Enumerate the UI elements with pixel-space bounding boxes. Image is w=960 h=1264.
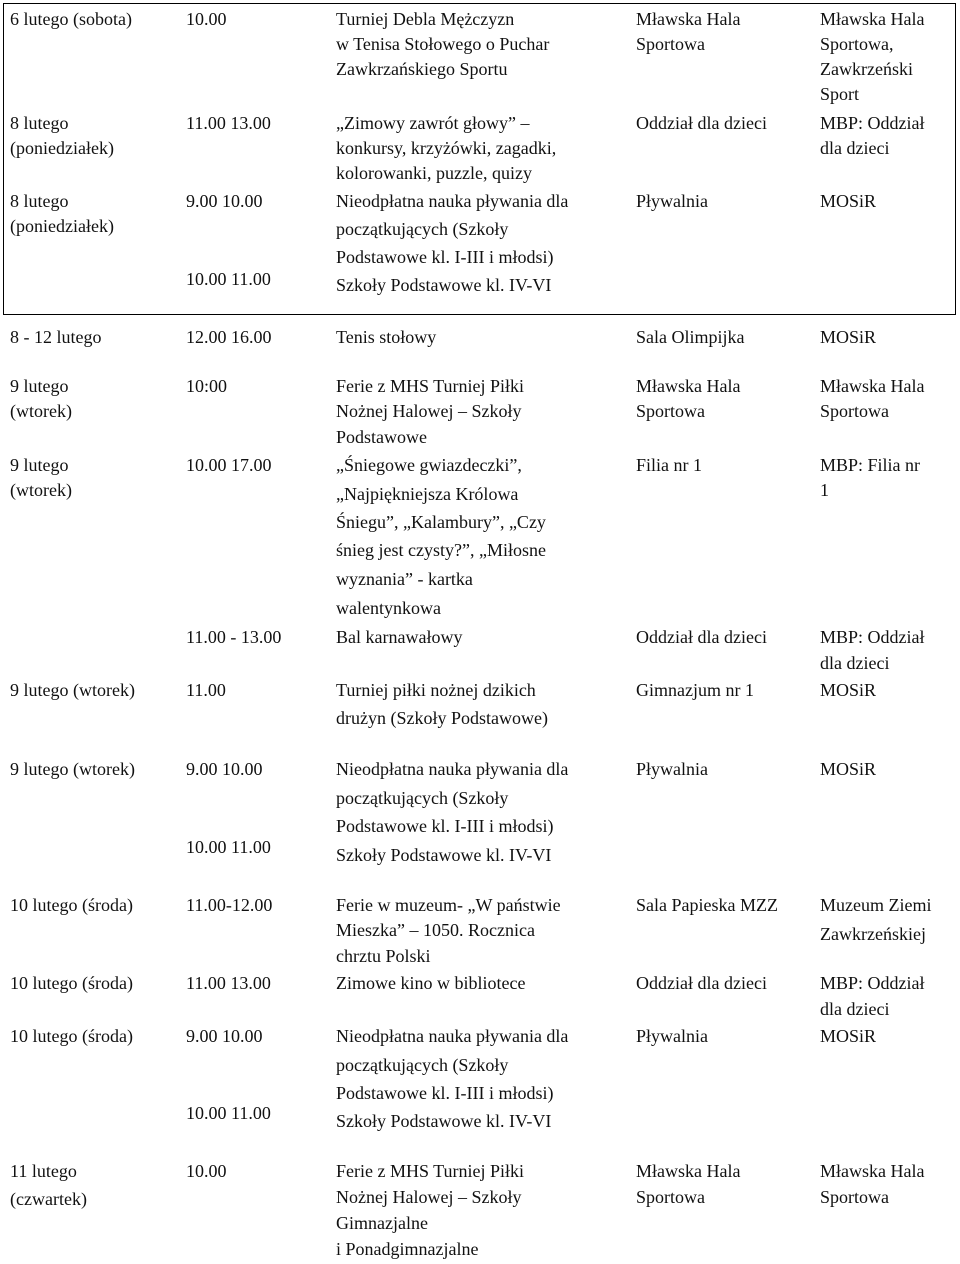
cell-date: 9 lutego (wtorek) [10, 759, 135, 779]
cell-event: Zawkrzańskiego Sportu [336, 59, 508, 79]
cell-org: Muzeum Ziemi [820, 895, 932, 915]
cell-event: Ferie w muzeum- „W państwie [336, 895, 561, 915]
cell-time: 12.00 16.00 [186, 327, 272, 347]
cell-event: Mieszka” – 1050. Rocznica [336, 920, 535, 940]
cell-date: (czwartek) [10, 1189, 87, 1209]
cell-event: Śniegu”, „Kalambury”, „Czy [336, 512, 546, 532]
cell-place: Sala Olimpijka [636, 327, 745, 347]
cell-date: 8 lutego [10, 191, 69, 211]
cell-time: 10.00 [186, 9, 227, 29]
cell-place: Pływalnia [636, 759, 708, 779]
cell-place: Mławska Hala [636, 1161, 741, 1181]
cell-org: dla dzieci [820, 138, 890, 158]
cell-org: Mławska Hala [820, 9, 925, 29]
cell-event: początkujących (Szkoły [336, 788, 509, 808]
cell-org: Mławska Hala [820, 376, 925, 396]
cell-event: Nieodpłatna nauka pływania dla [336, 191, 569, 211]
cell-place: Pływalnia [636, 191, 708, 211]
cell-org: Sportowa [820, 1187, 889, 1207]
cell-time: 11.00 13.00 [186, 113, 271, 133]
cell-org: MOSiR [820, 327, 877, 347]
cell-time: 9.00 10.00 [186, 759, 263, 779]
cell-time: 10.00 17.00 [186, 455, 272, 475]
cell-date: 10 lutego (środa) [10, 973, 133, 993]
cell-date: 9 lutego (wtorek) [10, 680, 135, 700]
cell-event: Szkoły Podstawowe kl. IV-VI [336, 275, 552, 295]
cell-date: 8 - 12 lutego [10, 327, 102, 347]
cell-event: Tenis stołowy [336, 327, 437, 347]
cell-date: 6 lutego (sobota) [10, 9, 132, 29]
cell-place: Oddział dla dzieci [636, 973, 767, 993]
cell-date: 10 lutego (środa) [10, 1026, 133, 1046]
cell-date: 8 lutego [10, 113, 69, 133]
cell-event: Turniej piłki nożnej dzikich [336, 680, 536, 700]
cell-event: Turniej Debla Mężczyzn [336, 9, 515, 29]
cell-org: MBP: Oddział [820, 113, 925, 133]
cell-org: MOSiR [820, 1026, 877, 1046]
cell-place: Mławska Hala [636, 9, 741, 29]
cell-place: Oddział dla dzieci [636, 627, 767, 647]
cell-event: Podstawowe kl. I-III i młodsi) [336, 247, 554, 267]
cell-event: „Najpiękniejsza Królowa [336, 484, 519, 504]
cell-place: Pływalnia [636, 1026, 708, 1046]
cell-time: 9.00 10.00 [186, 1026, 263, 1046]
cell-org: Zawkrzeński [820, 59, 913, 79]
cell-org: dla dzieci [820, 999, 890, 1019]
cell-event: Zimowe kino w bibliotece [336, 973, 526, 993]
cell-event: w Tenisa Stołowego o Puchar [336, 34, 550, 54]
cell-event: Ferie z MHS Turniej Piłki [336, 1161, 525, 1181]
cell-org: MOSiR [820, 759, 877, 779]
cell-date: (wtorek) [10, 401, 72, 421]
cell-time: 10:00 [186, 376, 228, 396]
cell-time: 10.00 [186, 1161, 227, 1181]
cell-date: (poniedziałek) [10, 138, 114, 158]
cell-event: Podstawowe [336, 427, 427, 447]
cell-time: 11.00 13.00 [186, 973, 271, 993]
cell-date: (wtorek) [10, 480, 72, 500]
cell-date: 10 lutego (środa) [10, 895, 133, 915]
cell-org: MOSiR [820, 191, 877, 211]
cell-event: „Zimowy zawrót głowy” – [336, 113, 530, 133]
cell-time: 11.00 [186, 680, 226, 700]
cell-date: (poniedziałek) [10, 216, 114, 236]
cell-place: Sportowa [636, 1187, 705, 1207]
cell-event: „Śniegowe gwiazdeczki”, [336, 455, 522, 475]
cell-time: 11.00-12.00 [186, 895, 273, 915]
cell-place: Mławska Hala [636, 376, 741, 396]
cell-event: i Ponadgimnazjalne [336, 1239, 479, 1259]
cell-org: 1 [820, 480, 829, 500]
cell-event: drużyn (Szkoły Podstawowe) [336, 708, 548, 728]
cell-date: 11 lutego [10, 1161, 77, 1181]
cell-event: Podstawowe kl. I-III i młodsi) [336, 1083, 554, 1103]
cell-event: śnieg jest czysty?”, „Miłosne [336, 540, 546, 560]
cell-org: Sport [820, 84, 860, 104]
cell-event: początkujących (Szkoły [336, 219, 509, 239]
cell-event: Ferie z MHS Turniej Piłki [336, 376, 525, 396]
cell-org: Sportowa, [820, 34, 894, 54]
cell-event: Bal karnawałowy [336, 627, 463, 647]
cell-event: chrztu Polski [336, 946, 431, 966]
cell-event: Nieodpłatna nauka pływania dla [336, 759, 569, 779]
cell-org: dla dzieci [820, 653, 890, 673]
cell-date: 9 lutego [10, 455, 69, 475]
cell-org: MBP: Filia nr [820, 455, 921, 475]
cell-time: 10.00 11.00 [186, 1103, 271, 1123]
cell-time: 10.00 11.00 [186, 269, 271, 289]
cell-time: 11.00 - 13.00 [186, 627, 282, 647]
cell-event: Nożnej Halowej – Szkoły [336, 1187, 522, 1207]
cell-place: Sportowa [636, 401, 705, 421]
cell-event: wyznania” - kartka [336, 569, 473, 589]
cell-org: Sportowa [820, 401, 889, 421]
cell-event: początkujących (Szkoły [336, 1055, 509, 1075]
cell-time: 10.00 11.00 [186, 837, 271, 857]
cell-place: Gimnazjum nr 1 [636, 680, 754, 700]
cell-org: MOSiR [820, 680, 877, 700]
cell-org: Mławska Hala [820, 1161, 925, 1181]
cell-org: MBP: Oddział [820, 627, 925, 647]
cell-event: Szkoły Podstawowe kl. IV-VI [336, 845, 552, 865]
cell-org: MBP: Oddział [820, 973, 925, 993]
cell-event: konkursy, krzyżówki, zagadki, [336, 138, 557, 158]
cell-event: Podstawowe kl. I-III i młodsi) [336, 816, 554, 836]
cell-event: walentynkowa [336, 598, 441, 618]
cell-event: kolorowanki, puzzle, quizy [336, 163, 532, 183]
cell-event: Szkoły Podstawowe kl. IV-VI [336, 1111, 552, 1131]
cell-event: Nieodpłatna nauka pływania dla [336, 1026, 569, 1046]
cell-place: Sala Papieska MZZ [636, 895, 778, 915]
cell-place: Oddział dla dzieci [636, 113, 767, 133]
cell-date: 9 lutego [10, 376, 69, 396]
cell-time: 9.00 10.00 [186, 191, 263, 211]
cell-place: Filia nr 1 [636, 455, 702, 475]
cell-org: Zawkrzeńskiej [820, 924, 926, 944]
cell-event: Nożnej Halowej – Szkoły [336, 401, 522, 421]
cell-event: Gimnazjalne [336, 1213, 428, 1233]
cell-place: Sportowa [636, 34, 705, 54]
